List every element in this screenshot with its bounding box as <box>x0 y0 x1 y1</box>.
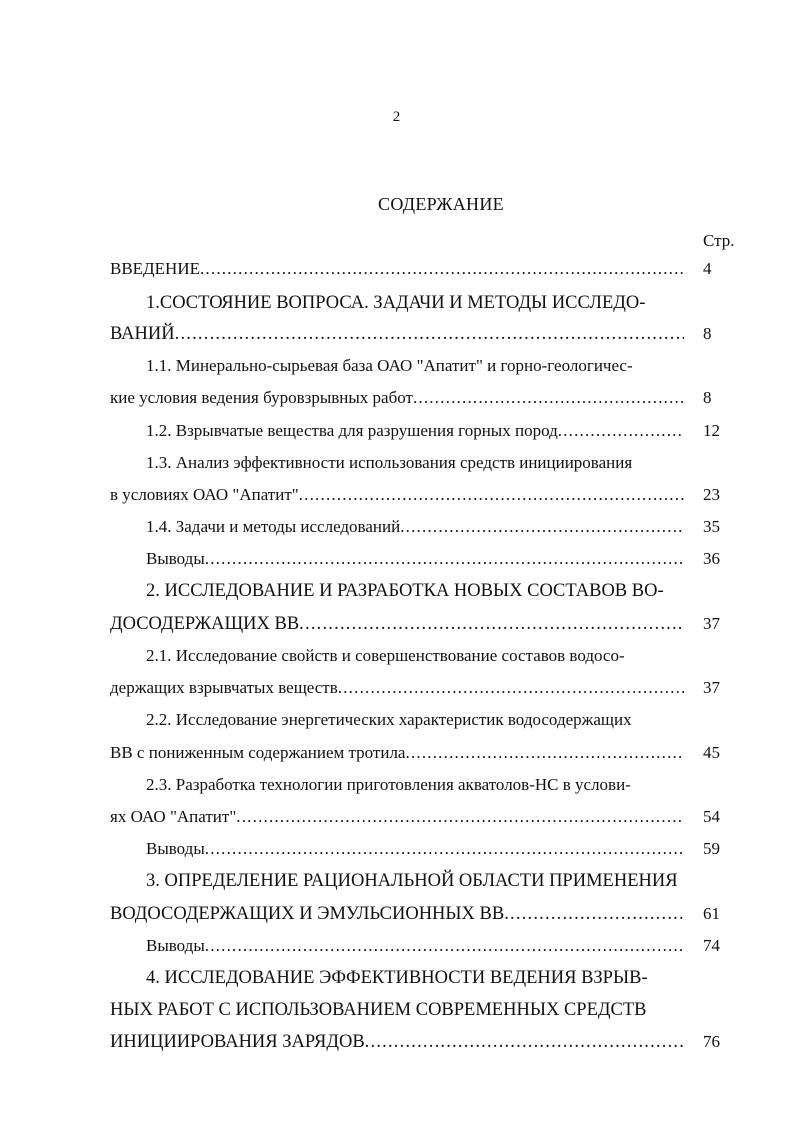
toc-chapter-2-line-2: ДОСОДЕРЖАЩИХ ВВ ..... <box>110 611 684 637</box>
toc-page-number: 76 <box>703 1032 720 1051</box>
toc-chapter-4-line-1: 4. ИССЛЕДОВАНИЕ ЭФФЕКТИВНОСТИ ВЕДЕНИЯ ВЗРЫВ- <box>146 968 648 988</box>
toc-page-number: 12 <box>703 421 720 440</box>
dot-leader <box>413 385 684 411</box>
toc-section-2-3-line-2: ях ОАО "Апатит" ..... <box>110 804 684 830</box>
toc-page-number: 35 <box>703 517 720 536</box>
toc-chapter-3-line-1: 3. ОПРЕДЕЛЕНИЕ РАЦИОНАЛЬНОЙ ОБЛАСТИ ПРИМЕНЕНИЯ <box>146 871 678 891</box>
toc-section-1-4: 1.4. Задачи и методы исследований ..... <box>146 514 684 540</box>
toc-section-2-2-line-2: ВВ с пониженным содержанием тротила ..... <box>110 740 684 766</box>
toc-chapter-3-line-2: ВОДОСОДЕРЖАЩИХ И ЭМУЛЬСИОННЫХ ВВ ..... <box>110 901 684 927</box>
toc-section-1-1-line-1: 1.1. Минерально-сырьевая база ОАО "Апатит" и горно-геологичес- <box>146 356 633 375</box>
dot-leader <box>338 675 684 701</box>
toc-section-1-3-line-1: 1.3. Анализ эффективности использования средств инициирования <box>146 453 633 472</box>
toc-section-1-2: 1.2. Взрывчатые вещества для разрушения горных пород ..... <box>146 418 684 444</box>
dot-leader <box>200 256 684 282</box>
toc-chapter-4-line-3: ИНИЦИИРОВАНИЯ ЗАРЯДОВ ..... <box>110 1029 684 1055</box>
toc-conclusions-ch2: Выводы ..... <box>146 836 684 862</box>
dot-leader <box>558 418 684 444</box>
toc-section-1-1-line-2: кие условия ведения буровзрывных работ ..... <box>110 385 684 411</box>
toc-page-number: 61 <box>703 904 720 923</box>
dot-leader <box>205 836 684 862</box>
toc-page-number: 4 <box>703 259 712 278</box>
toc-chapter-1-line-1: 1.СОСТОЯНИЕ ВОПРОСА. ЗАДАЧИ И МЕТОДЫ ИССЛЕДО- <box>146 293 646 313</box>
toc-page-number: 23 <box>703 485 720 504</box>
dot-leader <box>299 611 684 637</box>
dot-leader <box>405 740 684 766</box>
dot-leader <box>236 804 684 830</box>
dot-leader <box>205 933 684 959</box>
toc-chapter-4-line-2: НЫХ РАБОТ С ИСПОЛЬЗОВАНИЕМ СОВРЕМЕННЫХ СРЕДСТВ <box>110 1000 647 1020</box>
page-number: 2 <box>392 109 401 125</box>
toc-section-2-2-line-1: 2.2. Исследование энергетических характеристик водосодержащих <box>146 710 632 729</box>
toc-page-number: 8 <box>703 388 712 407</box>
dot-leader <box>175 321 684 347</box>
toc-section-2-1-line-2: держащих взрывчатых веществ ..... <box>110 675 684 701</box>
page-column-label: Стр. <box>703 231 735 250</box>
toc-chapter-1-line-2: ВАНИЙ ..... <box>110 321 684 347</box>
dot-leader <box>205 546 684 572</box>
toc-page-number: 59 <box>703 839 720 858</box>
toc-title: СОДЕРЖАНИЕ <box>378 194 504 214</box>
dot-leader <box>299 482 684 508</box>
dot-leader <box>400 514 684 540</box>
dot-leader <box>365 1029 684 1055</box>
toc-page-number: 54 <box>703 807 720 826</box>
toc-entry-introduction: ВВЕДЕНИЕ ..... <box>110 256 684 282</box>
toc-section-1-3-line-2: в условиях ОАО "Апатит" ..... <box>110 482 684 508</box>
toc-page-number: 8 <box>703 324 712 343</box>
toc-page-number: 74 <box>703 936 720 955</box>
toc-page-number: 45 <box>703 743 720 762</box>
toc-page-number: 36 <box>703 549 720 568</box>
toc-chapter-2-line-1: 2. ИССЛЕДОВАНИЕ И РАЗРАБОТКА НОВЫХ СОСТАВОВ ВО- <box>146 581 664 601</box>
toc-conclusions-ch1: Выводы ..... <box>146 546 684 572</box>
toc-page-number: 37 <box>703 678 720 697</box>
toc-conclusions-ch3: Выводы ..... <box>146 933 684 959</box>
toc-section-2-1-line-1: 2.1. Исследование свойств и совершенствование составов водосо- <box>146 646 625 665</box>
toc-section-2-3-line-1: 2.3. Разработка технологии приготовления акватолов-НС в услови- <box>146 775 631 794</box>
dot-leader <box>504 901 684 927</box>
toc-page-number: 37 <box>703 614 720 633</box>
